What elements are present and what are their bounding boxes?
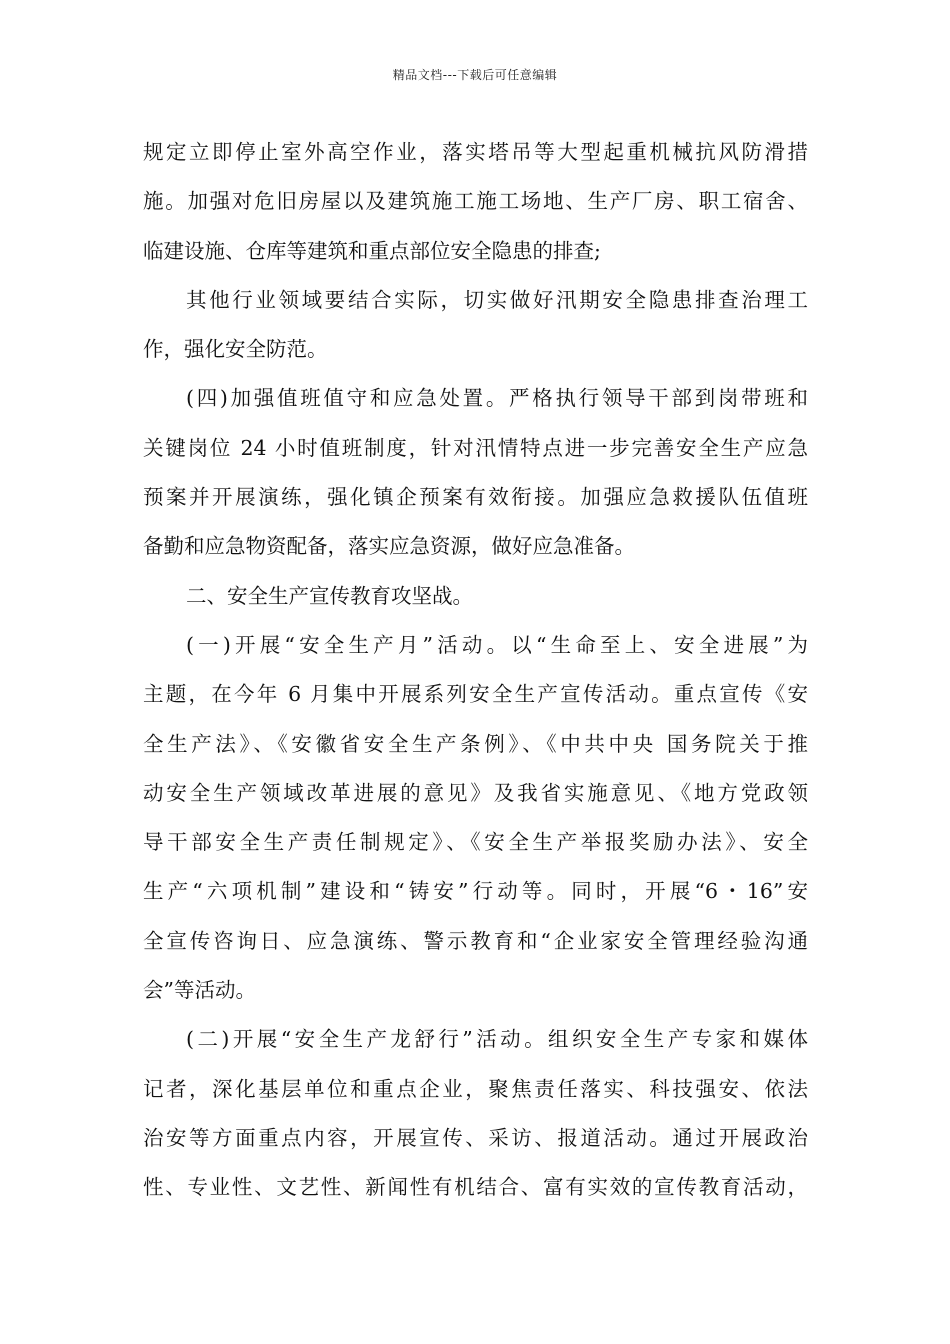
- text-line: 二、安全生产宣传教育攻坚战。: [186, 583, 473, 608]
- text-line: 其他行业领域要结合实际，切实做好汛期安全隐患排查治理工: [186, 287, 808, 312]
- text-line: 备勤和应急物资配备，落实应急资源，做好应急准备。: [143, 534, 635, 559]
- text-line: 全宣传咨询日、应急演练、警示教育和“企业家安全管理经验沟通: [143, 928, 808, 953]
- text-line: 治安等方面重点内容，开展宣传、采访、报道活动。通过开展政治: [143, 1125, 808, 1150]
- text-line: 性、专业性、文艺性、新闻性有机结合、富有实效的宣传教育活动，: [143, 1175, 808, 1200]
- text-line: 动安全生产领域改革进展的意见》及我省实施意见、《地方党政领: [143, 780, 808, 805]
- text-line: 生产“六项机制”建设和“铸安”行动等。同时，开展“6・16”安: [143, 879, 808, 904]
- text-line: 作，强化安全防范。: [143, 337, 328, 362]
- text-line: 临建设施、仓库等建筑和重点部位安全隐患的排查;: [143, 238, 601, 263]
- text-line: 规定立即停止室外高空作业，落实塔吊等大型起重机械抗风防滑措: [143, 140, 808, 164]
- text-line: 会”等活动。: [143, 978, 256, 1003]
- text-line: 关键岗位 24 小时值班制度，针对汛情特点进一步完善安全生产应急: [143, 435, 808, 460]
- text-line: 施。加强对危旧房屋以及建筑施工施工场地、生产厂房、职工宿舍、: [143, 189, 808, 214]
- text-line: (二)开展“安全生产龙舒行”活动。组织安全生产专家和媒体: [186, 1027, 808, 1052]
- text-line: (一)开展“安全生产月”活动。以“生命至上、安全进展”为: [186, 632, 808, 657]
- text-line: 记者，深化基层单位和重点企业，聚焦责任落实、科技强安、依法: [143, 1076, 808, 1101]
- text-line: 预案并开展演练，强化镇企预案有效衔接。加强应急救援队伍值班: [143, 485, 808, 510]
- text-line: 主题，在今年 6 月集中开展系列安全生产宣传活动。重点宣传《安: [143, 682, 808, 707]
- text-line: 全生产法》、《安徽省安全生产条例》、《中共中央 国务院关于推: [143, 731, 808, 756]
- text-line: 导干部安全生产责任制规定》、《安全生产举报奖励办法》、安全: [143, 830, 808, 855]
- document-body: [143, 128, 808, 1213]
- page-header: 精品文档---下载后可任意编辑: [392, 68, 558, 82]
- text-line: (四)加强值班值守和应急处置。严格执行领导干部到岗带班和: [186, 386, 808, 411]
